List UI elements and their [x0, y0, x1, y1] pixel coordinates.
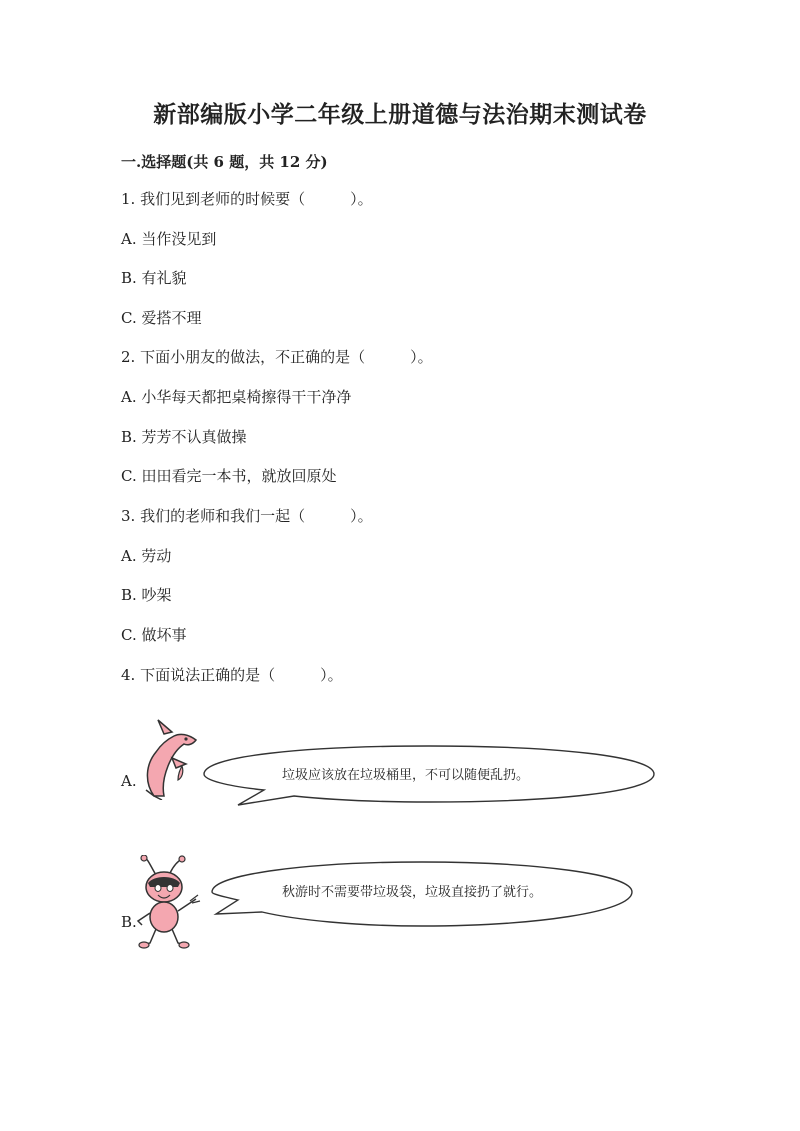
question-1-option-a: A. 当作没见到: [121, 230, 217, 248]
question-2-option-b: B. 芳芳不认真做操: [121, 428, 247, 446]
page-title: 新部编版小学二年级上册道德与法治期末测试卷: [153, 101, 647, 128]
ant-icon: [134, 855, 202, 951]
question-3-option-c: C. 做坏事: [121, 626, 187, 644]
question-4-option-a-label: A.: [121, 772, 137, 790]
question-2-option-a: A. 小华每天都把桌椅擦得干干净净: [121, 388, 352, 406]
question-4-stem: 4. 下面说法正确的是（ ）。: [121, 666, 343, 684]
question-2-stem: 2. 下面小朋友的做法，不正确的是（ ）。: [121, 348, 433, 366]
question-4-option-b-label: B.: [121, 913, 137, 931]
speech-text-a: 垃圾应该放在垃圾桶里，不可以随便乱扔。: [282, 768, 530, 783]
question-1-option-b: B. 有礼貌: [121, 269, 187, 287]
question-1-option-c: C. 爱搭不理: [121, 309, 202, 327]
speech-text-b: 秋游时不需要带垃圾袋，垃圾直接扔了就行。: [282, 885, 543, 900]
question-3-option-b: B. 吵架: [121, 586, 172, 604]
question-2-option-c: C. 田田看完一本书，就放回原处: [121, 467, 337, 485]
dolphin-icon: [138, 718, 200, 800]
question-1-stem: 1. 我们见到老师的时候要（ ）。: [121, 190, 373, 208]
section-heading: 一.选择题(共 6 题，共 12 分): [121, 153, 328, 171]
question-3-stem: 3. 我们的老师和我们一起（ ）。: [121, 507, 373, 525]
question-3-option-a: A. 劳动: [121, 547, 172, 565]
